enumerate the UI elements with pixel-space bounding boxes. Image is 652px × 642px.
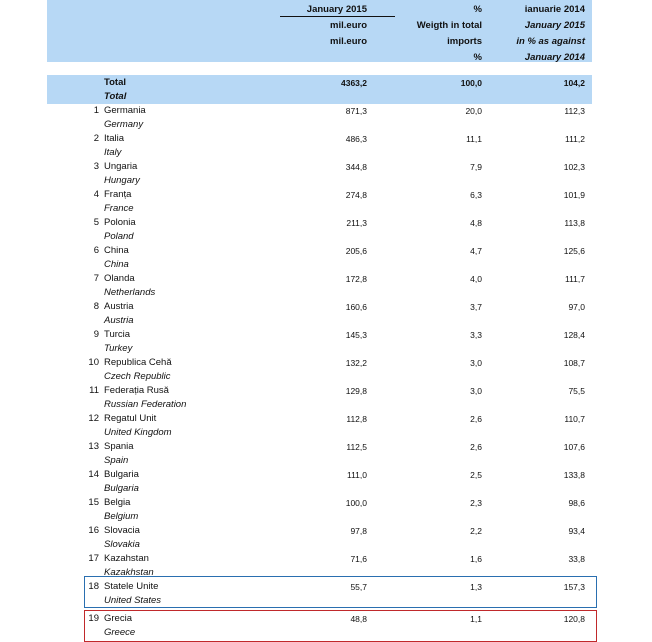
index-percent: 33,8 — [568, 554, 585, 564]
country-name-ro: Total — [104, 77, 126, 88]
table-row — [47, 160, 592, 188]
country-name-ro: Germania — [104, 105, 146, 116]
index-percent: 93,4 — [568, 526, 585, 536]
weight-percent: 2,5 — [470, 470, 482, 480]
row-rank: 11 — [89, 385, 99, 396]
value-mil-euro: 205,6 — [345, 246, 367, 256]
table-row — [47, 440, 592, 468]
weight-percent: 100,0 — [460, 78, 482, 88]
index-percent: 133,8 — [563, 470, 585, 480]
index-percent: 108,7 — [563, 358, 585, 368]
country-name-en: Russian Federation — [104, 399, 187, 410]
total-row — [47, 76, 592, 104]
weight-percent: 4,0 — [470, 274, 482, 284]
row-rank: 3 — [93, 161, 99, 172]
country-name-ro: Bulgaria — [104, 469, 139, 480]
weight-percent: 2,6 — [470, 414, 482, 424]
value-mil-euro: 211,3 — [346, 218, 367, 228]
weight-percent: 1,1 — [470, 614, 482, 624]
header-col3-line: January 2014 — [524, 52, 585, 63]
country-name-en: Total — [104, 91, 127, 102]
table-row — [47, 328, 592, 356]
value-mil-euro: 112,5 — [346, 442, 367, 452]
table-row — [47, 188, 592, 216]
index-percent: 75,5 — [568, 386, 585, 396]
country-name-ro: Franța — [104, 189, 132, 200]
header-col3-line: January 2015 — [524, 20, 585, 31]
table-row — [47, 132, 592, 160]
row-rank: 12 — [88, 413, 99, 424]
index-percent: 110,7 — [564, 414, 585, 424]
row-rank: 5 — [93, 217, 99, 228]
weight-percent: 2,3 — [470, 498, 482, 508]
header-rule — [280, 16, 395, 17]
country-name-en: Austria — [104, 315, 134, 326]
index-percent: 111,2 — [564, 134, 585, 144]
weight-percent: 3,0 — [470, 358, 482, 368]
weight-percent: 3,0 — [470, 386, 482, 396]
weight-percent: 4,8 — [470, 218, 482, 228]
country-name-ro: China — [104, 245, 129, 256]
index-percent: 112,3 — [564, 106, 585, 116]
row-rank: 9 — [93, 329, 99, 340]
index-percent: 111,7 — [564, 274, 585, 284]
country-name-en: Germany — [104, 119, 144, 130]
country-name-en: Slovakia — [104, 539, 140, 550]
value-mil-euro: 145,3 — [345, 330, 367, 340]
value-mil-euro: 871,3 — [345, 106, 367, 116]
header-col2-line: % — [473, 4, 482, 15]
table-row — [47, 300, 592, 328]
value-mil-euro: 160,6 — [345, 302, 367, 312]
index-percent: 120,8 — [563, 614, 585, 624]
table-row — [47, 104, 592, 132]
country-name-en: Kazakhstan — [104, 567, 154, 578]
value-mil-euro: 71,6 — [350, 554, 367, 564]
index-percent: 125,6 — [563, 246, 585, 256]
value-mil-euro: 112,8 — [346, 414, 367, 424]
weight-percent: 7,9 — [470, 162, 482, 172]
country-name-en: Czech Republic — [104, 371, 171, 382]
table-row — [47, 412, 592, 440]
index-percent: 104,2 — [563, 78, 585, 88]
table-row — [47, 468, 592, 496]
country-name-en: Spain — [104, 455, 129, 466]
row-rank: 1 — [93, 105, 99, 116]
header-col2-line: Weigth in total — [416, 20, 482, 31]
header-col2 — [362, 2, 482, 66]
value-mil-euro: 344,8 — [345, 162, 367, 172]
header-col1-line: mil.euro — [330, 36, 367, 47]
country-name-ro: Italia — [104, 133, 125, 144]
header-col2-line: % — [473, 52, 482, 63]
header-col3 — [470, 2, 585, 66]
weight-percent: 1,3 — [470, 582, 482, 592]
weight-percent: 11,1 — [466, 134, 482, 144]
country-name-en: Hungary — [104, 175, 140, 186]
value-mil-euro: 97,8 — [350, 526, 367, 536]
row-rank: 14 — [88, 469, 99, 480]
index-percent: 128,4 — [563, 330, 585, 340]
country-name-ro: Regatul Unit — [104, 413, 157, 424]
row-rank: 18 — [88, 581, 99, 592]
header-col1-line: mil.euro — [330, 20, 367, 31]
weight-percent: 6,3 — [470, 190, 482, 200]
value-mil-euro: 111,0 — [346, 470, 367, 480]
header-col3-line: in % as against — [516, 36, 585, 47]
value-mil-euro: 100,0 — [345, 498, 367, 508]
country-name-en: China — [104, 259, 129, 270]
weight-percent: 1,6 — [470, 554, 482, 564]
value-mil-euro: 132,2 — [345, 358, 367, 368]
row-rank: 13 — [88, 441, 99, 452]
row-rank: 4 — [93, 189, 99, 200]
header-col1-line: January 2015 — [306, 4, 367, 15]
table-row — [47, 272, 592, 300]
index-percent: 102,3 — [563, 162, 585, 172]
country-name-ro: Kazahstan — [104, 553, 149, 564]
country-name-ro: Federația Rusă — [104, 385, 169, 396]
header-col3-line: ianuarie 2014 — [524, 4, 585, 15]
table-row — [47, 612, 592, 640]
country-name-ro: Statele Unite — [104, 581, 159, 592]
row-rank: 10 — [88, 357, 99, 368]
table-row — [47, 496, 592, 524]
header-col2-line: imports — [447, 36, 482, 47]
country-name-ro: Turcia — [104, 329, 131, 340]
index-percent: 98,6 — [568, 498, 585, 508]
value-mil-euro: 55,7 — [350, 582, 367, 592]
country-name-en: United States — [104, 595, 162, 606]
row-rank: 6 — [93, 245, 99, 256]
row-rank: 16 — [88, 525, 99, 536]
country-name-en: Bulgaria — [104, 483, 139, 494]
row-rank: 15 — [88, 497, 99, 508]
country-name-ro: Republica Cehă — [104, 357, 172, 368]
row-rank: 7 — [93, 273, 99, 284]
country-name-en: Belgium — [104, 511, 139, 522]
header-col1 — [237, 2, 367, 50]
index-percent: 101,9 — [563, 190, 585, 200]
weight-percent: 3,7 — [470, 302, 482, 312]
country-name-en: France — [104, 203, 134, 214]
index-percent: 107,6 — [563, 442, 585, 452]
row-rank: 2 — [93, 133, 99, 144]
table-row — [47, 524, 592, 552]
value-mil-euro: 486,3 — [345, 134, 367, 144]
table-row — [47, 244, 592, 272]
value-mil-euro: 48,8 — [350, 614, 367, 624]
table-row — [47, 216, 592, 244]
country-name-en: Italy — [104, 147, 122, 158]
row-rank: 8 — [93, 301, 99, 312]
value-mil-euro: 274,8 — [345, 190, 367, 200]
country-name-en: Netherlands — [104, 287, 156, 298]
row-rank: 17 — [88, 553, 99, 564]
country-name-en: Turkey — [104, 343, 133, 354]
weight-percent: 20,0 — [465, 106, 482, 116]
country-name-ro: Grecia — [104, 613, 132, 624]
row-rank: 19 — [88, 613, 99, 624]
table-row — [47, 384, 592, 412]
table-row — [47, 552, 592, 580]
country-name-en: United Kingdom — [104, 427, 172, 438]
weight-percent: 3,3 — [470, 330, 482, 340]
country-name-ro: Slovacia — [104, 525, 140, 536]
value-mil-euro: 172,8 — [345, 274, 367, 284]
country-name-ro: Polonia — [104, 217, 136, 228]
table-row — [47, 356, 592, 384]
value-mil-euro: 4363,2 — [341, 78, 367, 88]
index-percent: 113,8 — [564, 218, 585, 228]
country-name-ro: Spania — [104, 441, 134, 452]
weight-percent: 2,6 — [470, 442, 482, 452]
country-name-en: Poland — [104, 231, 134, 242]
country-name-ro: Ungaria — [104, 161, 138, 172]
index-percent: 97,0 — [568, 302, 585, 312]
country-name-ro: Olanda — [104, 273, 135, 284]
weight-percent: 4,7 — [470, 246, 482, 256]
table-row — [47, 580, 592, 608]
country-name-ro: Belgia — [104, 497, 131, 508]
index-percent: 157,3 — [563, 582, 585, 592]
country-name-ro: Austria — [104, 301, 134, 312]
value-mil-euro: 129,8 — [345, 386, 367, 396]
country-name-en: Greece — [104, 627, 136, 638]
weight-percent: 2,2 — [470, 526, 482, 536]
